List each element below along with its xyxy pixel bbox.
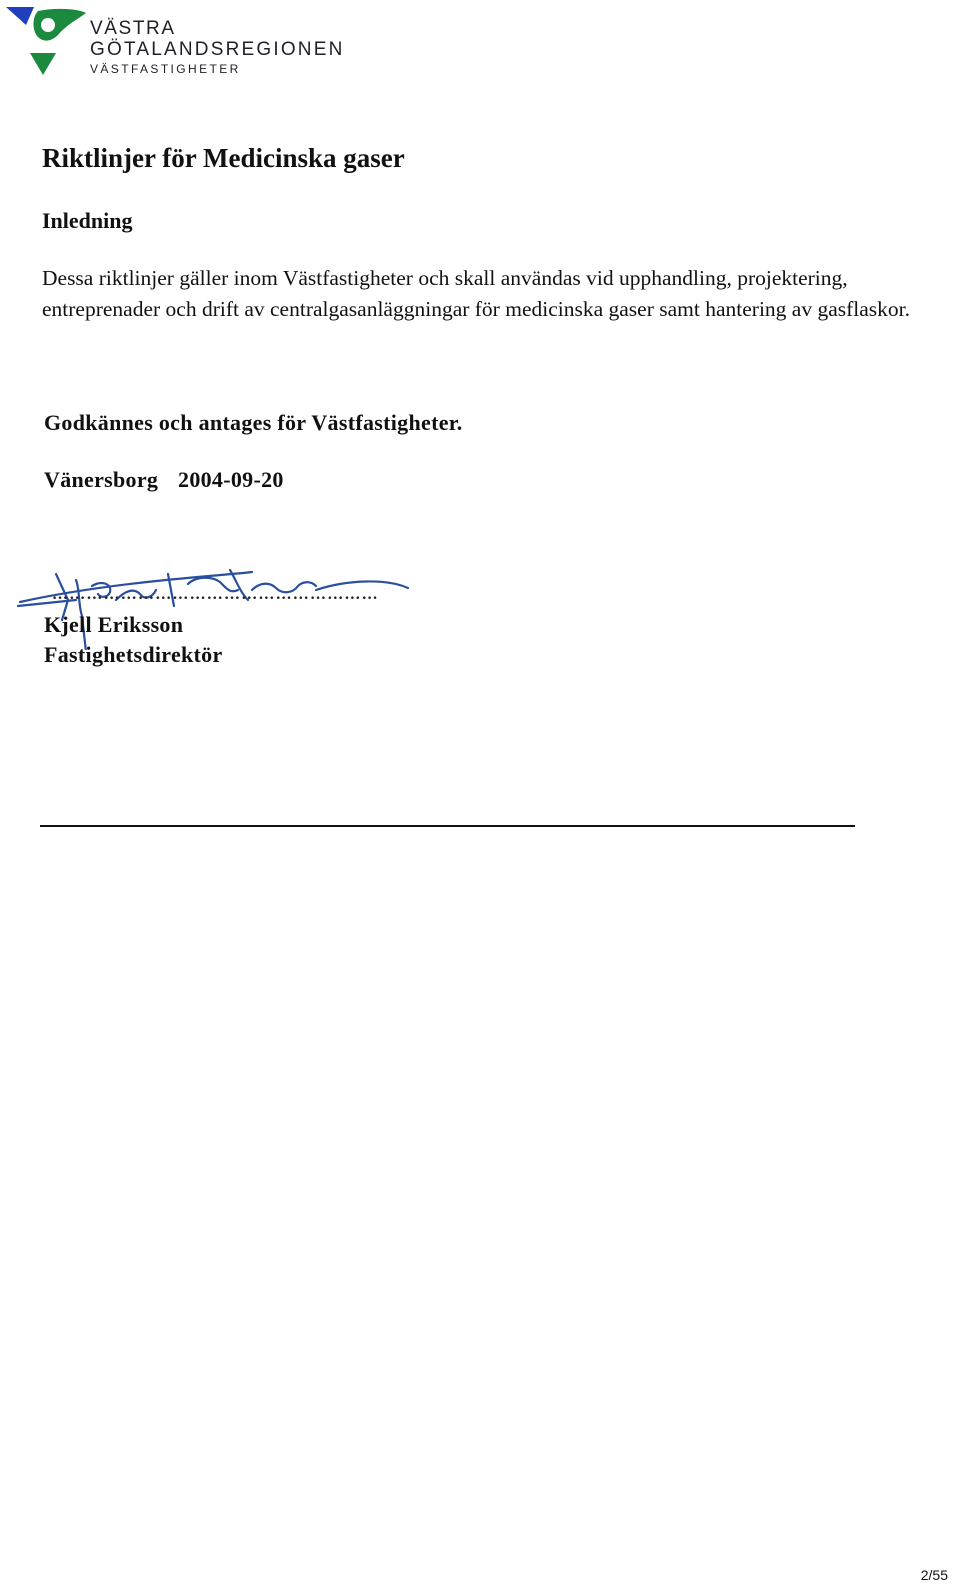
section-heading: Inledning <box>42 208 133 233</box>
logo-text-line2: GÖTALANDSREGIONEN <box>90 39 345 60</box>
intro-paragraph: Dessa riktlinjer gäller inom Västfastigheter och skall användas vid upphandling, projektering, entreprenader och drift av centralgasanläggningar för medicinska gaser samt hantering av gasflaskor. <box>42 266 911 321</box>
logo-text-line1: VÄSTRA <box>90 18 176 39</box>
place: Vänersborg <box>44 467 159 492</box>
vgr-logo <box>4 5 364 79</box>
signer-name: Kjell Eriksson <box>44 612 184 637</box>
signature-line: ………………………………………………… <box>52 586 379 603</box>
vgr-logo-mark-icon <box>4 5 90 79</box>
date: 2004-09-20 <box>178 467 284 492</box>
place-and-date <box>44 467 284 493</box>
horizontal-rule <box>40 825 855 827</box>
document-title: Riktlinjer för Medicinska gaser <box>42 143 405 173</box>
logo-text-line3: VÄSTFASTIGHETER <box>90 62 241 76</box>
approval-statement: Godkännes och antages för Västfastigheter. <box>44 410 463 435</box>
page-number: 2/55 <box>920 1567 948 1583</box>
signer-title: Fastighetsdirektör <box>44 642 223 667</box>
